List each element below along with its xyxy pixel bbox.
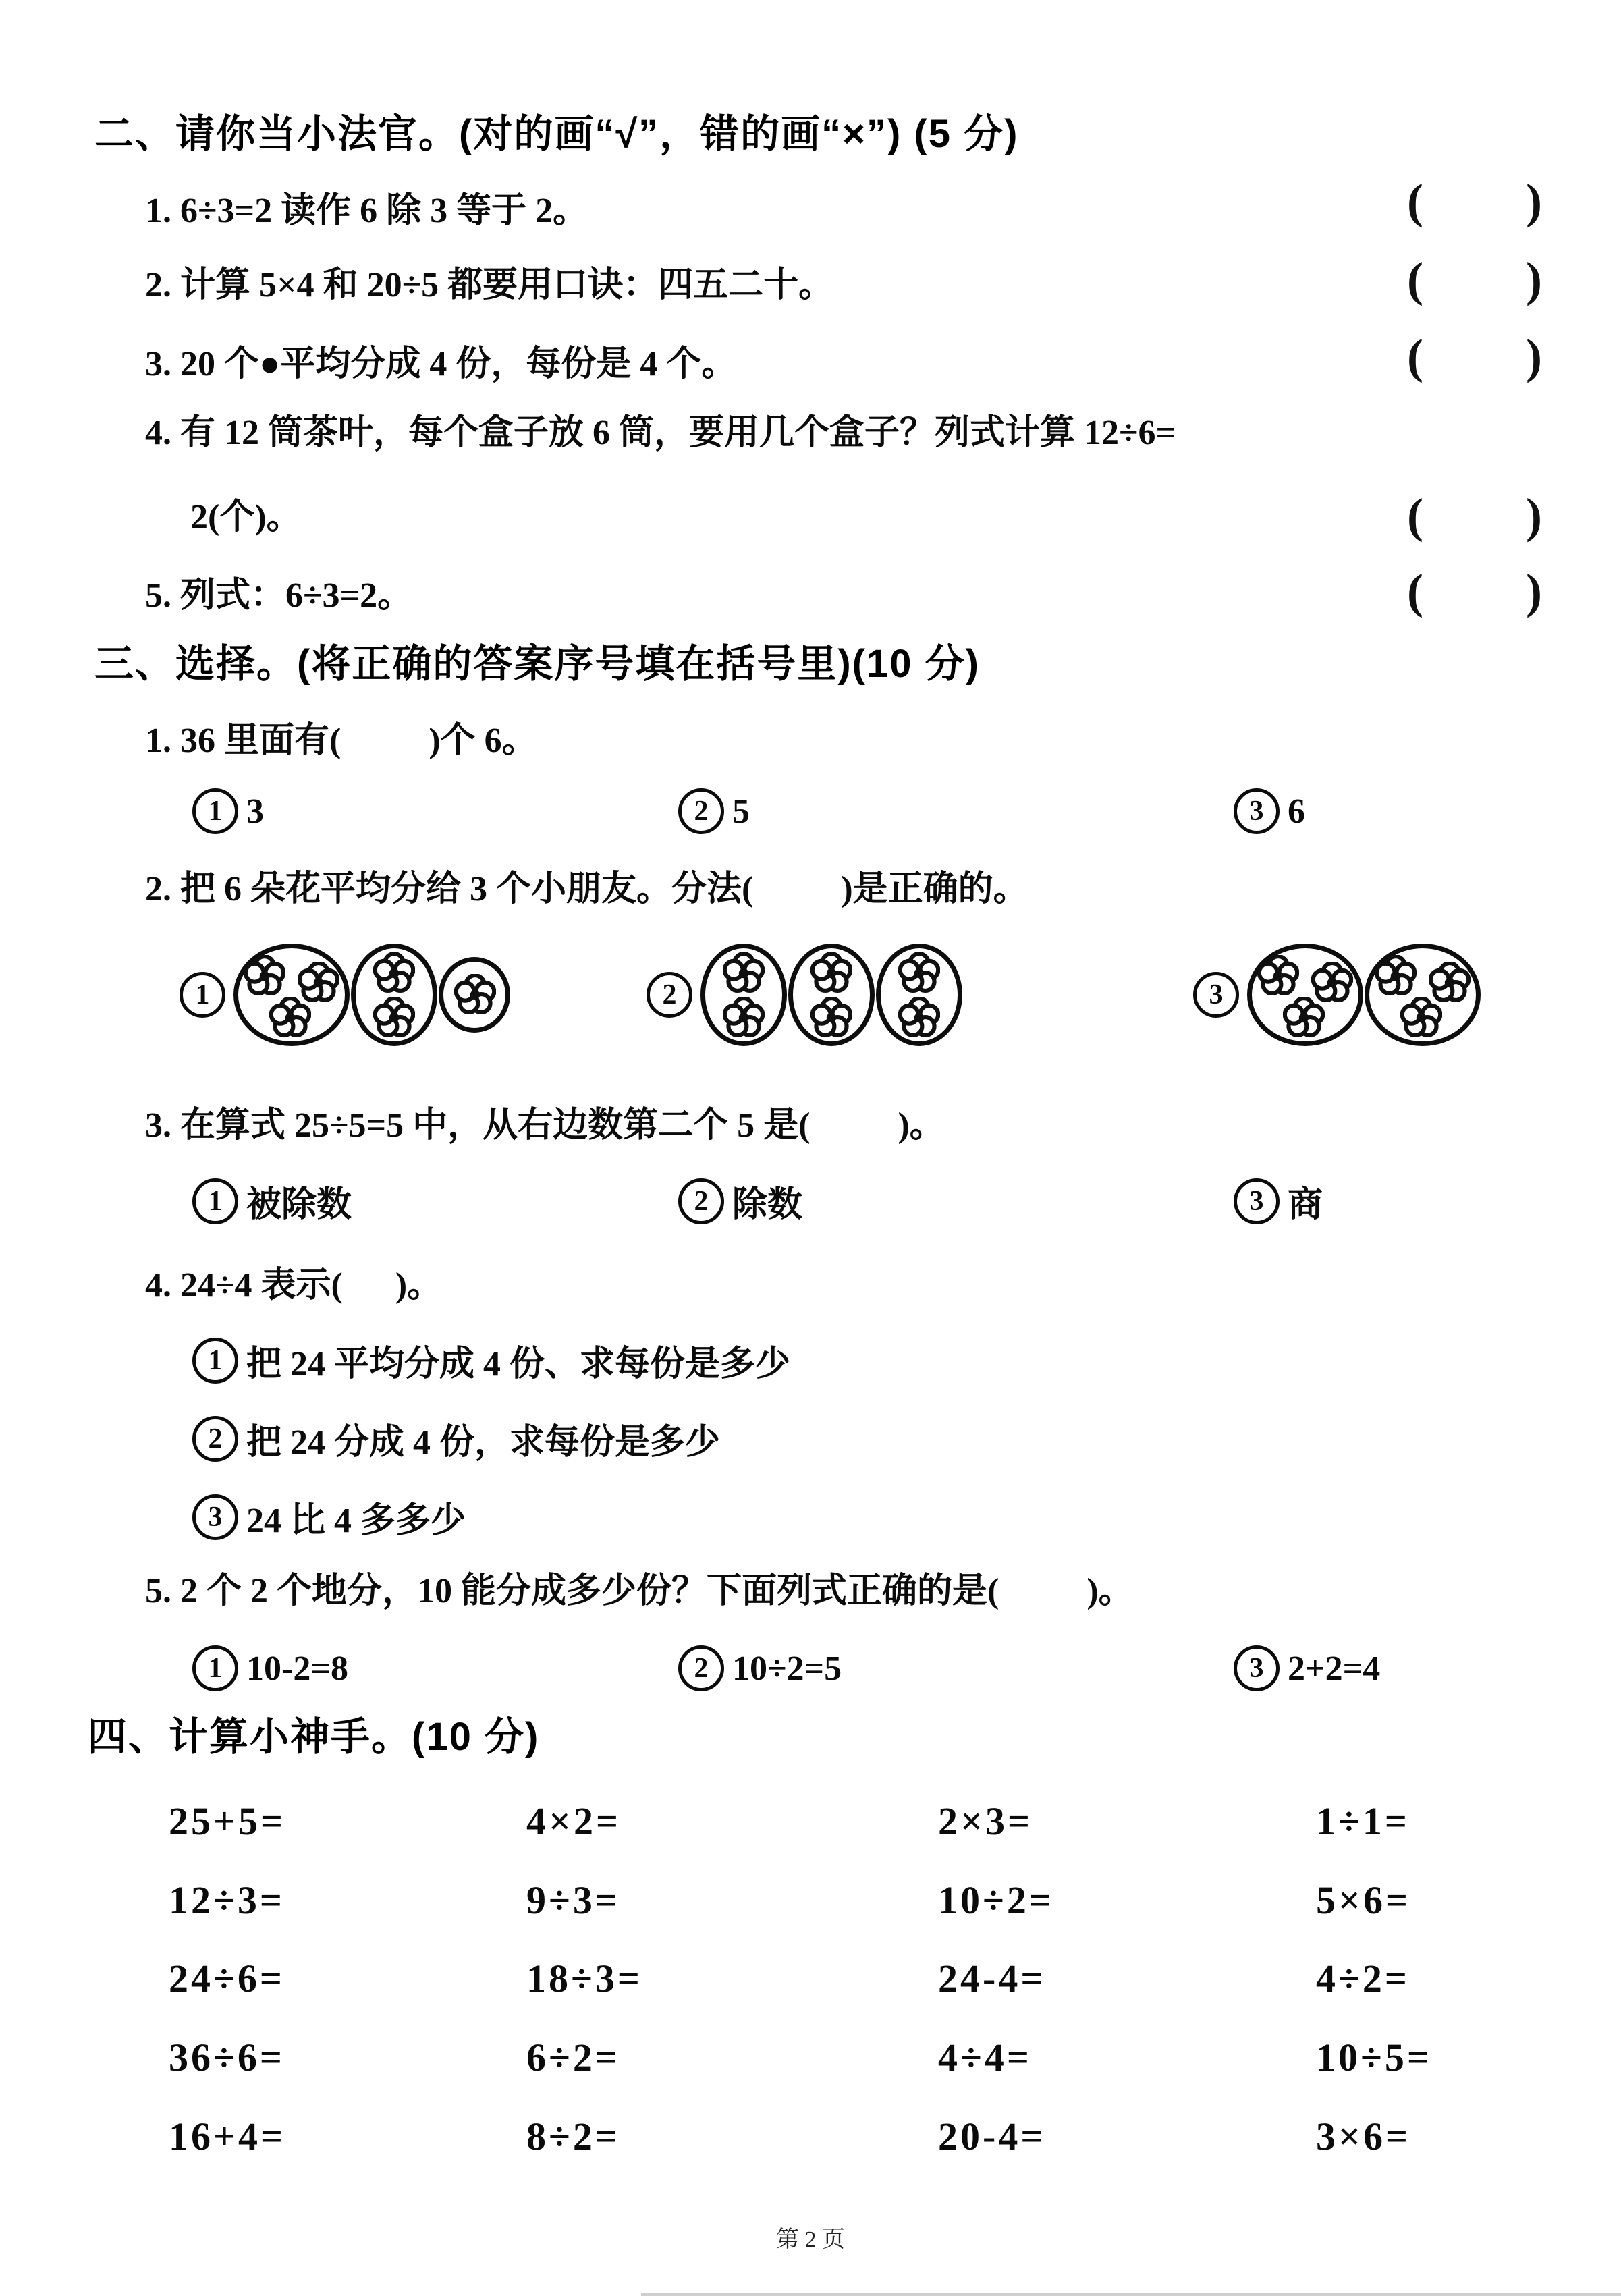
flower-icon [1400, 997, 1442, 1039]
flower-group [876, 944, 962, 1046]
s3-q2-flower-option-2 [647, 944, 962, 1046]
flower-icon [723, 952, 765, 994]
flower-icon [810, 997, 852, 1039]
calc-expression: 6÷2= [526, 2035, 620, 2079]
option-text: 把 24 平均分成 4 份、求每份是多少 [246, 1345, 791, 1384]
option-circled-number: 1 [180, 972, 225, 1018]
flower-group [439, 957, 510, 1033]
s2-item-1: 1. 6÷3=2 读作 6 除 3 等于 2。 [145, 192, 588, 230]
option-circled-number: 3 [1234, 788, 1280, 834]
flower-groups [1247, 944, 1481, 1046]
calc-expression: 24-4= [938, 1957, 1046, 2000]
flower-icon [898, 952, 940, 994]
flower-icon [244, 955, 285, 997]
flower-icon [723, 997, 765, 1039]
option-text: 6 [1288, 792, 1305, 831]
flower-icon [269, 997, 311, 1039]
s3-q5-option-2 [678, 1645, 842, 1691]
calc-expression: 4÷2= [1316, 1957, 1410, 2000]
answer-brackets-2 [1407, 252, 1542, 306]
option-text: 2+2=4 [1288, 1649, 1381, 1688]
option-text: 除数 [732, 1186, 803, 1224]
calc-expression: 3×6= [1316, 2114, 1411, 2158]
flower-groups [700, 944, 962, 1046]
option-text: 24 比 4 多多少 [246, 1502, 466, 1540]
open-paren: ( [1407, 564, 1423, 618]
close-paren: ) [1526, 329, 1542, 383]
s3-q2-flower-option-3 [1193, 944, 1481, 1046]
s3-q1: 1. 36 里面有( )个 6。 [145, 721, 537, 760]
s3-q3-option-3 [1234, 1176, 1323, 1226]
option-circled-number: 3 [1234, 1645, 1280, 1691]
close-paren: ) [1526, 564, 1542, 618]
open-paren: ( [1407, 174, 1423, 228]
option-text: 5 [732, 792, 750, 831]
flower-group [1365, 944, 1481, 1046]
close-paren: ) [1526, 174, 1542, 228]
flower-icon [373, 997, 415, 1039]
flower-icon [1283, 997, 1325, 1039]
open-paren: ( [1407, 489, 1423, 543]
s3-q4-option-2 [192, 1413, 720, 1464]
s3-q3: 3. 在算式 25÷5=5 中，从右边数第二个 5 是( )。 [145, 1106, 945, 1145]
flower-icon [898, 997, 940, 1039]
calc-expression: 16+4= [169, 2114, 286, 2158]
flower-group [700, 944, 787, 1046]
calc-expression: 10÷5= [1316, 2035, 1432, 2079]
calc-expression: 1÷1= [1316, 1799, 1410, 1843]
option-circled-number: 2 [647, 972, 692, 1018]
s2-item-4: 4. 有 12 筒茶叶，每个盒子放 6 筒，要用几个盒子？列式计算 12÷6= [145, 414, 1176, 452]
calc-expression: 20-4= [938, 2114, 1046, 2158]
option-circled-number: 3 [192, 1494, 238, 1540]
flower-groups [233, 944, 510, 1046]
s3-q5: 5. 2 个 2 个地分，10 能分成多少份？下面列式正确的是( )。 [145, 1572, 1134, 1610]
option-circled-number: 2 [192, 1416, 238, 1462]
option-text: 3 [246, 792, 264, 831]
flower-icon [1375, 955, 1417, 997]
section-3-title: 三、选择。(将正确的答案序号填在括号里)(10 分) [94, 642, 980, 686]
calc-expression: 36÷6= [169, 2035, 285, 2079]
flower-group [233, 944, 350, 1046]
option-text: 商 [1288, 1186, 1323, 1224]
flower-icon [373, 952, 415, 994]
page-number: 第 2 页 [776, 2227, 845, 2252]
s3-q1-option-3 [1234, 788, 1305, 834]
flower-icon [810, 952, 852, 994]
answer-brackets-4 [1407, 489, 1542, 543]
open-paren: ( [1407, 252, 1423, 306]
option-text: 10-2=8 [246, 1649, 348, 1688]
calc-expression: 4×2= [526, 1799, 622, 1843]
option-circled-number: 2 [678, 1645, 724, 1691]
option-circled-number: 2 [678, 1178, 724, 1224]
section-4-title: 四、计算小神手。(10 分) [88, 1715, 540, 1759]
s3-q1-option-1 [192, 788, 264, 834]
answer-brackets-1 [1407, 174, 1542, 228]
calc-expression: 4÷4= [938, 2035, 1032, 2079]
option-text: 10÷2=5 [732, 1649, 842, 1688]
s3-q5-option-1 [192, 1645, 348, 1691]
option-circled-number: 1 [192, 1178, 238, 1224]
flower-group [788, 944, 875, 1046]
s3-q2: 2. 把 6 朵花平均分给 3 个小朋友。分法( )是正确的。 [145, 870, 1028, 908]
s3-q4-option-1 [192, 1335, 790, 1386]
s2-item-4-continued: 2(个)。 [190, 498, 302, 537]
s2-item-5: 5. 列式：6÷3=2。 [145, 576, 413, 615]
option-circled-number: 1 [192, 788, 238, 834]
s2-item-3: 3. 20 个●平均分成 4 份，每份是 4 个。 [145, 345, 737, 383]
calc-expression: 25+5= [169, 1799, 286, 1843]
s3-q4-option-3 [192, 1492, 466, 1542]
flower-group [1247, 944, 1363, 1046]
flower-icon [1257, 955, 1299, 997]
open-paren: ( [1407, 329, 1423, 383]
scan-edge-artifact [641, 2293, 1621, 2296]
s3-q3-option-1 [192, 1176, 352, 1226]
calc-expression: 12÷3= [169, 1878, 285, 1922]
section-2-title: 二、请你当小法官。(对的画“√”，错的画“×”) (5 分) [94, 112, 1019, 156]
s3-q4: 4. 24÷4 表示( )。 [145, 1266, 443, 1305]
s3-q2-flower-option-1 [180, 944, 510, 1046]
calc-expression: 10÷2= [938, 1878, 1054, 1922]
flower-group [351, 944, 437, 1046]
option-circled-number: 3 [1193, 972, 1239, 1018]
option-circled-number: 2 [678, 788, 724, 834]
option-text: 被除数 [246, 1186, 352, 1224]
answer-brackets-5 [1407, 564, 1542, 618]
calc-expression: 8÷2= [526, 2114, 620, 2158]
close-paren: ) [1526, 489, 1542, 543]
option-text: 把 24 分成 4 份，求每份是多少 [246, 1423, 721, 1462]
option-circled-number: 3 [1234, 1178, 1280, 1224]
s3-q3-option-2 [678, 1176, 802, 1226]
calc-expression: 5×6= [1316, 1878, 1411, 1922]
calc-expression: 9÷3= [526, 1878, 620, 1922]
calc-expression: 18÷3= [526, 1957, 642, 2000]
s3-q5-option-3 [1234, 1645, 1380, 1691]
close-paren: ) [1526, 252, 1542, 306]
option-circled-number: 1 [192, 1338, 238, 1384]
calc-expression: 24÷6= [169, 1957, 285, 2000]
answer-brackets-3 [1407, 329, 1542, 383]
s3-q1-option-2 [678, 788, 750, 834]
s2-item-2: 2. 计算 5×4 和 20÷5 都要用口诀：四五二十。 [145, 266, 834, 304]
option-circled-number: 1 [192, 1645, 238, 1691]
calc-expression: 2×3= [938, 1799, 1033, 1843]
flower-icon [454, 974, 496, 1016]
